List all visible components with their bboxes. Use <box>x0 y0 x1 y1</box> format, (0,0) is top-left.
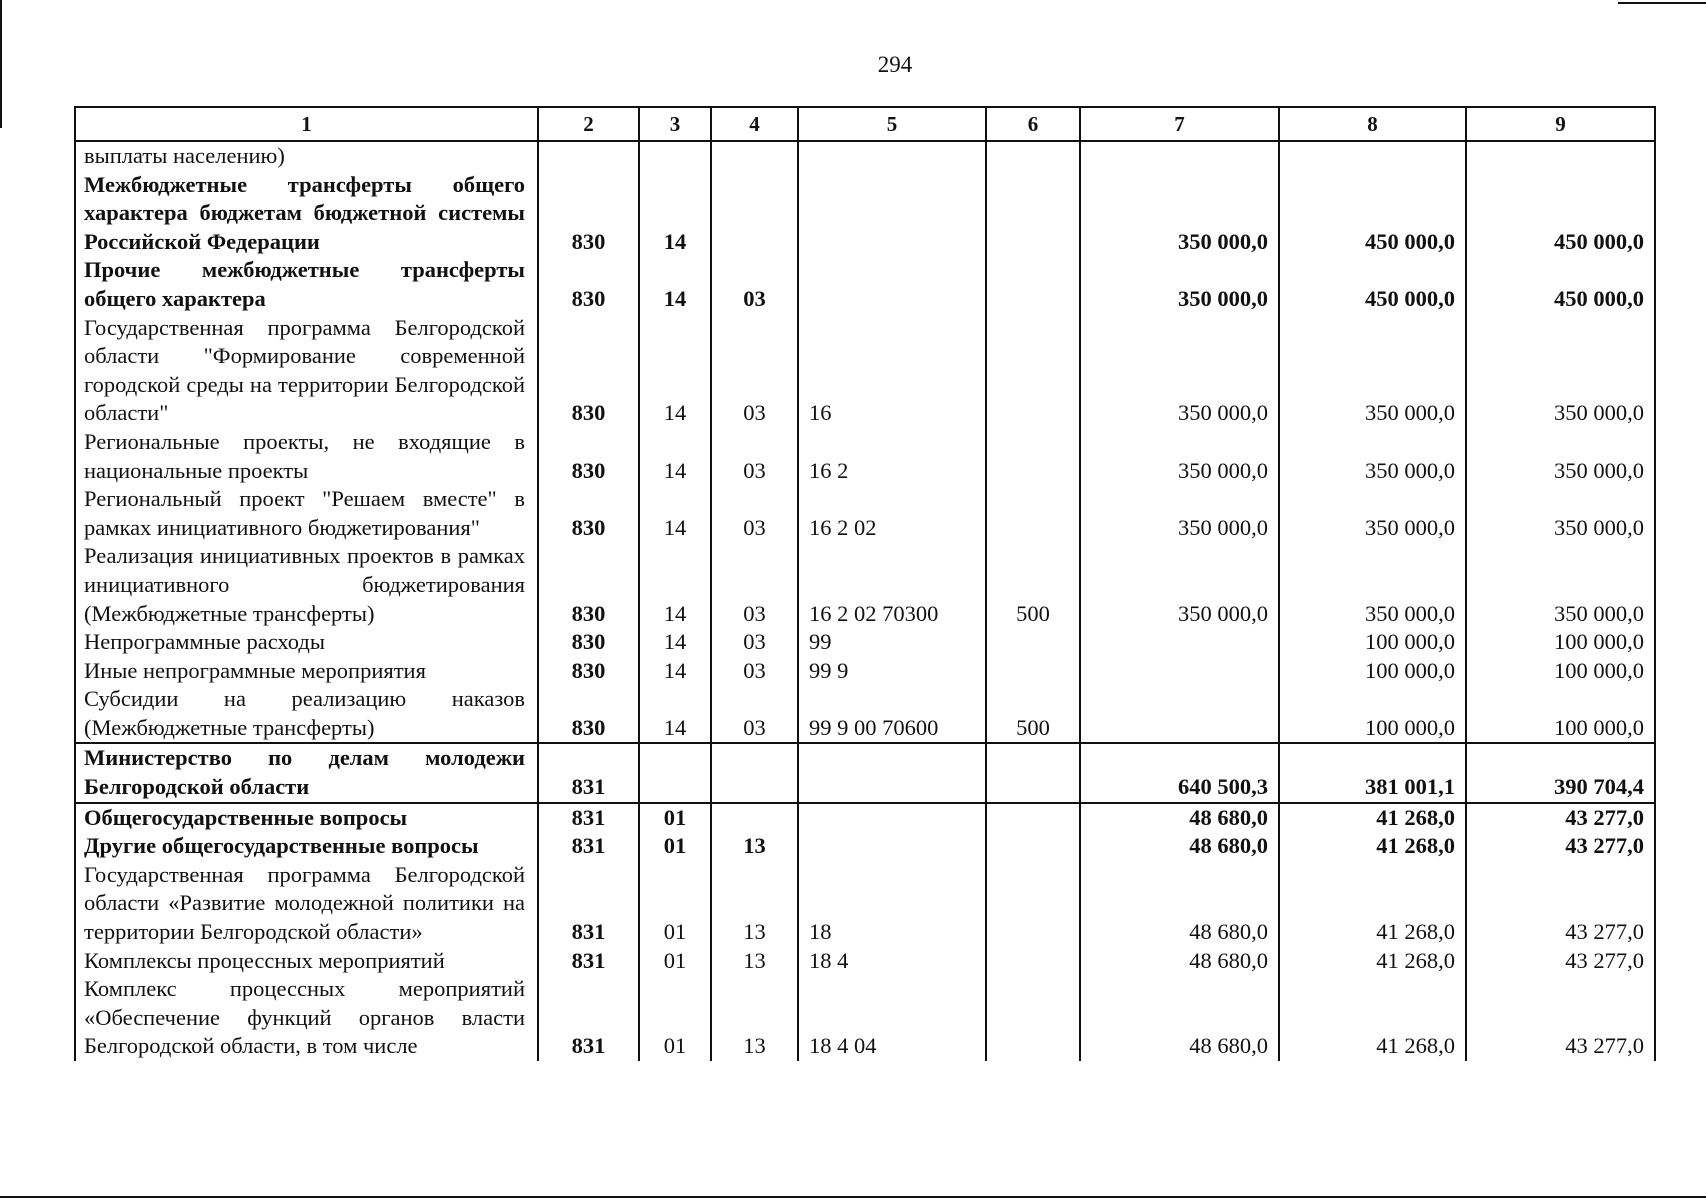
row-name-cell: Прочие межбюджетные трансферты общего характера <box>75 256 538 313</box>
header-cell: 2 <box>538 107 639 141</box>
row-value-cell-9: 350 000,0 <box>1466 542 1655 628</box>
row-value-cell-8: 350 000,0 <box>1279 485 1466 542</box>
row-value-cell-6: 500 <box>986 542 1080 628</box>
row-value-cell-9: 350 000,0 <box>1466 428 1655 485</box>
row-value-cell-5: 16 2 02 70300 <box>798 542 986 628</box>
row-name-cell: Межбюджетные трансферты общего характера бюджетам бюджетной системы Российской Федерации <box>75 171 538 257</box>
header-cell: 6 <box>986 107 1080 141</box>
row-value-cell-8: 41 268,0 <box>1279 861 1466 947</box>
row-value-cell-2: 830 <box>538 657 639 686</box>
row-value-cell-7 <box>1080 628 1279 657</box>
row-value-cell-5 <box>798 803 986 833</box>
row-value-cell-6 <box>986 743 1080 802</box>
row-value-cell-7: 48 680,0 <box>1080 861 1279 947</box>
row-value-cell-2: 830 <box>538 256 639 313</box>
row-name-cell: Региональные проекты, не входящие в национальные проекты <box>75 428 538 485</box>
header-cell: 1 <box>75 107 538 141</box>
row-value-cell-2: 831 <box>538 832 639 861</box>
row-value-cell-3: 14 <box>639 628 711 657</box>
row-value-cell-4 <box>711 743 798 802</box>
row-value-cell-8: 100 000,0 <box>1279 657 1466 686</box>
left-margin-line <box>0 0 2 128</box>
row-name-cell: Государственная программа Белгородской области "Формирование современной городской среды на территории Белгородской области" <box>75 314 538 428</box>
table-row <box>75 628 1655 657</box>
row-value-cell-6 <box>986 256 1080 313</box>
table-row <box>75 542 1655 628</box>
row-value-cell-7: 48 680,0 <box>1080 803 1279 833</box>
row-value-cell-6 <box>986 861 1080 947</box>
row-value-cell-2: 830 <box>538 171 639 257</box>
row-name-cell: Иные непрограммные мероприятия <box>75 657 538 686</box>
table-row <box>75 314 1655 428</box>
row-value-cell-6 <box>986 657 1080 686</box>
row-value-cell-9: 43 277,0 <box>1466 832 1655 861</box>
row-value-cell-6 <box>986 803 1080 833</box>
row-value-cell-6 <box>986 314 1080 428</box>
row-value-cell-9: 390 704,4 <box>1466 743 1655 802</box>
row-value-cell-8 <box>1279 141 1466 171</box>
row-value-cell-2: 830 <box>538 685 639 743</box>
table-row <box>75 685 1655 743</box>
row-name-cell: Региональный проект "Решаем вместе" в рамках инициативного бюджетирования" <box>75 485 538 542</box>
row-value-cell-2: 831 <box>538 743 639 802</box>
table-row <box>75 171 1655 257</box>
row-value-cell-6: 500 <box>986 685 1080 743</box>
row-name-cell: Комплексы процессных мероприятий <box>75 947 538 976</box>
row-value-cell-9: 100 000,0 <box>1466 628 1655 657</box>
row-value-cell-6 <box>986 947 1080 976</box>
row-value-cell-3: 01 <box>639 803 711 833</box>
row-value-cell-4: 03 <box>711 428 798 485</box>
table-row <box>75 947 1655 976</box>
row-value-cell-3: 14 <box>639 485 711 542</box>
row-value-cell-9: 43 277,0 <box>1466 975 1655 1061</box>
row-value-cell-6 <box>986 428 1080 485</box>
row-value-cell-9: 100 000,0 <box>1466 657 1655 686</box>
row-value-cell-7: 350 000,0 <box>1080 314 1279 428</box>
row-value-cell-4: 03 <box>711 314 798 428</box>
row-value-cell-2: 831 <box>538 861 639 947</box>
row-value-cell-3: 01 <box>639 947 711 976</box>
row-value-cell-5 <box>798 171 986 257</box>
row-value-cell-5 <box>798 256 986 313</box>
row-value-cell-8: 41 268,0 <box>1279 947 1466 976</box>
row-name-cell: выплаты населению) <box>75 141 538 171</box>
row-value-cell-5: 18 4 <box>798 947 986 976</box>
table-row <box>75 803 1655 833</box>
row-value-cell-6 <box>986 832 1080 861</box>
row-value-cell-3: 14 <box>639 657 711 686</box>
row-name-cell: Другие общегосударственные вопросы <box>75 832 538 861</box>
row-value-cell-5: 16 2 02 <box>798 485 986 542</box>
row-name-cell: Министерство по делам молодежи Белгородской области <box>75 743 538 802</box>
row-value-cell-8: 350 000,0 <box>1279 428 1466 485</box>
table-row <box>75 485 1655 542</box>
row-value-cell-4: 13 <box>711 947 798 976</box>
row-value-cell-8: 381 001,1 <box>1279 743 1466 802</box>
row-value-cell-5: 99 9 00 70600 <box>798 685 986 743</box>
row-value-cell-3: 14 <box>639 314 711 428</box>
row-value-cell-9: 350 000,0 <box>1466 485 1655 542</box>
row-name-cell: Субсидии на реализацию наказов (Межбюджетные трансферты) <box>75 685 538 743</box>
row-value-cell-4 <box>711 141 798 171</box>
table-row <box>75 428 1655 485</box>
row-value-cell-5: 16 <box>798 314 986 428</box>
row-value-cell-7 <box>1080 141 1279 171</box>
row-value-cell-7 <box>1080 685 1279 743</box>
row-value-cell-4: 13 <box>711 832 798 861</box>
row-value-cell-9: 100 000,0 <box>1466 685 1655 743</box>
row-value-cell-4: 13 <box>711 861 798 947</box>
table-row <box>75 256 1655 313</box>
row-value-cell-2: 830 <box>538 428 639 485</box>
row-name-cell: Государственная программа Белгородской области «Развитие молодежной политики на территории Белгородской области» <box>75 861 538 947</box>
header-cell: 7 <box>1080 107 1279 141</box>
row-value-cell-3: 14 <box>639 171 711 257</box>
row-value-cell-4: 13 <box>711 975 798 1061</box>
table-row <box>75 141 1655 171</box>
row-name-cell: Реализация инициативных проектов в рамках инициативного бюджетирования (Межбюджетные трансферты) <box>75 542 538 628</box>
row-value-cell-8: 100 000,0 <box>1279 628 1466 657</box>
row-value-cell-9: 43 277,0 <box>1466 861 1655 947</box>
row-value-cell-7 <box>1080 657 1279 686</box>
row-value-cell-2: 830 <box>538 542 639 628</box>
row-value-cell-6 <box>986 171 1080 257</box>
table-row <box>75 657 1655 686</box>
header-cell: 8 <box>1279 107 1466 141</box>
budget-table <box>74 106 1656 1061</box>
row-value-cell-8: 100 000,0 <box>1279 685 1466 743</box>
row-value-cell-8: 350 000,0 <box>1279 314 1466 428</box>
row-value-cell-7: 350 000,0 <box>1080 171 1279 257</box>
row-value-cell-4 <box>711 171 798 257</box>
row-value-cell-8: 41 268,0 <box>1279 975 1466 1061</box>
row-value-cell-4: 03 <box>711 657 798 686</box>
row-name-cell: Общегосударственные вопросы <box>75 803 538 833</box>
row-value-cell-6 <box>986 628 1080 657</box>
header-cell: 9 <box>1466 107 1655 141</box>
row-value-cell-3: 14 <box>639 256 711 313</box>
header-cell: 3 <box>639 107 711 141</box>
row-value-cell-5 <box>798 141 986 171</box>
row-value-cell-7: 48 680,0 <box>1080 947 1279 976</box>
row-value-cell-2: 830 <box>538 485 639 542</box>
row-value-cell-2: 831 <box>538 947 639 976</box>
row-value-cell-6 <box>986 141 1080 171</box>
table-row <box>75 861 1655 947</box>
row-value-cell-2: 830 <box>538 314 639 428</box>
top-right-rule <box>1618 2 1706 4</box>
row-value-cell-3: 14 <box>639 542 711 628</box>
row-value-cell-8: 350 000,0 <box>1279 542 1466 628</box>
header-cell: 5 <box>798 107 986 141</box>
page-number: 294 <box>877 52 913 77</box>
row-value-cell-9: 450 000,0 <box>1466 171 1655 257</box>
row-value-cell-7: 350 000,0 <box>1080 542 1279 628</box>
row-value-cell-5: 18 <box>798 861 986 947</box>
table-row <box>75 743 1655 802</box>
row-name-cell: Комплекс процессных мероприятий «Обеспечение функций органов власти Белгородской области, в том числе <box>75 975 538 1061</box>
row-value-cell-5: 99 9 <box>798 657 986 686</box>
row-value-cell-4: 03 <box>711 542 798 628</box>
row-value-cell-5: 16 2 <box>798 428 986 485</box>
row-value-cell-5: 18 4 04 <box>798 975 986 1061</box>
row-value-cell-4: 03 <box>711 256 798 313</box>
row-value-cell-7: 640 500,3 <box>1080 743 1279 802</box>
row-name-cell: Непрограммные расходы <box>75 628 538 657</box>
table-row <box>75 832 1655 861</box>
row-value-cell-5 <box>798 743 986 802</box>
row-value-cell-6 <box>986 485 1080 542</box>
row-value-cell-7: 350 000,0 <box>1080 256 1279 313</box>
row-value-cell-3 <box>639 141 711 171</box>
row-value-cell-2: 831 <box>538 975 639 1061</box>
row-value-cell-7: 350 000,0 <box>1080 428 1279 485</box>
row-value-cell-3: 14 <box>639 428 711 485</box>
row-value-cell-3: 14 <box>639 685 711 743</box>
row-value-cell-7: 48 680,0 <box>1080 832 1279 861</box>
row-value-cell-9: 43 277,0 <box>1466 947 1655 976</box>
row-value-cell-4: 03 <box>711 485 798 542</box>
row-value-cell-8: 41 268,0 <box>1279 832 1466 861</box>
header-cell: 4 <box>711 107 798 141</box>
row-value-cell-2 <box>538 141 639 171</box>
header-row <box>75 107 1655 141</box>
row-value-cell-9 <box>1466 141 1655 171</box>
row-value-cell-3: 01 <box>639 861 711 947</box>
row-value-cell-6 <box>986 975 1080 1061</box>
row-value-cell-2: 830 <box>538 628 639 657</box>
row-value-cell-8: 450 000,0 <box>1279 256 1466 313</box>
bottom-rule <box>0 1196 1706 1198</box>
row-value-cell-3: 01 <box>639 832 711 861</box>
row-value-cell-5: 99 <box>798 628 986 657</box>
row-value-cell-8: 41 268,0 <box>1279 803 1466 833</box>
row-value-cell-5 <box>798 832 986 861</box>
row-value-cell-2: 831 <box>538 803 639 833</box>
table-row <box>75 975 1655 1061</box>
row-value-cell-4: 03 <box>711 685 798 743</box>
row-value-cell-3: 01 <box>639 975 711 1061</box>
row-value-cell-3 <box>639 743 711 802</box>
row-value-cell-7: 48 680,0 <box>1080 975 1279 1061</box>
row-value-cell-9: 43 277,0 <box>1466 803 1655 833</box>
row-value-cell-4 <box>711 803 798 833</box>
row-value-cell-4: 03 <box>711 628 798 657</box>
row-value-cell-8: 450 000,0 <box>1279 171 1466 257</box>
row-value-cell-9: 350 000,0 <box>1466 314 1655 428</box>
row-value-cell-7: 350 000,0 <box>1080 485 1279 542</box>
row-value-cell-9: 450 000,0 <box>1466 256 1655 313</box>
